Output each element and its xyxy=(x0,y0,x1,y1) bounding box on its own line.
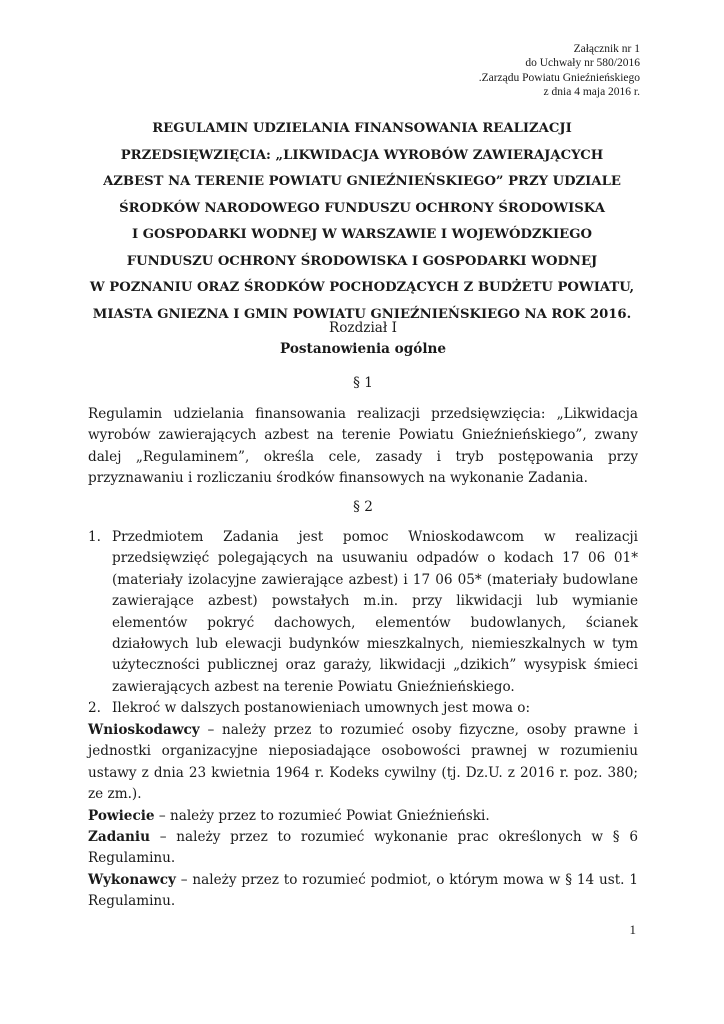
section-2-heading: § 2 xyxy=(353,499,373,515)
header-line: z dnia 4 maja 2016 r. xyxy=(543,85,640,98)
section-1-heading: § 1 xyxy=(353,375,373,391)
list-item xyxy=(88,527,638,698)
document-title xyxy=(80,116,644,328)
chapter-name: Postanowienia ogólne xyxy=(279,341,447,357)
definition-text: – należy przez to rozumieć osoby fizyczne, osoby prawne i jednostki organizacyjne nieposiadające osobowości prawnej w rozumieniu ustawy z dnia 23 kwietnia 1964 r. Kodeks cywilny (tj. Dz.U. z 2016 r. poz. 380; ze zm.). xyxy=(88,722,638,803)
title-line: AZBEST NA TERENIE POWIATU GNIEŹNIEŃSKIEGO” PRZY UDZIALE xyxy=(103,174,621,189)
list-item-text: Przedmiotem Zadania jest pomoc Wnioskodawcom w realizacji przedsięwzięć polegających na usuwaniu odpadów o kodach 17 06 01* (materiały izolacyjne zawierające azbest) i 17 06 05* (materiały budowlane zawierające azbest) powstałych m.in. przy likwidacji lub wymianie elementów pokryć dachowych, elementów budowlanych, ścianek działowych lub elewacji budynków mieszkalnych, niemieszkalnych w tym użyteczności publicznej oraz garaży, likwidacji „dzikich” wysypisk śmieci zawierających azbest na terenie Powiatu Gnieźnieńskiego. xyxy=(112,529,638,695)
title-line: W POZNANIU ORAZ ŚRODKÓW POCHODZĄCYCH Z BUDŻETU POWIATU, xyxy=(89,280,635,295)
definitions xyxy=(88,720,638,913)
title-line: PRZEDSIĘWZIĘCIA: „LIKWIDACJA WYROBÓW ZAWIERAJĄCYCH xyxy=(120,147,604,163)
section-2-list xyxy=(88,527,638,720)
definition-powiecie xyxy=(88,806,638,827)
title-line: ŚRODKÓW NARODOWEGO FUNDUSZU OCHRONY ŚRODOWISKA xyxy=(119,200,605,216)
title-line: REGULAMIN UDZIELANIA FINANSOWANIA REALIZACJI xyxy=(152,121,572,136)
list-item-number: 1. xyxy=(88,529,101,545)
definition-term: Zadaniu xyxy=(88,829,150,846)
definition-text: – należy przez to rozumieć wykonanie prac określonych w § 6 Regulaminu. xyxy=(88,829,638,867)
page-number: 1 xyxy=(629,922,636,937)
attachment-header xyxy=(479,42,640,99)
definition-text: – należy przez to rozumieć Powiat Gnieźnieński. xyxy=(154,807,490,824)
title-line: MIASTA GNIEZNA I GMIN POWIATU GNIEŹNIEŃSKIEGO NA ROK 2016. xyxy=(92,306,632,322)
definition-term: Wnioskodawcy xyxy=(88,722,200,738)
list-item xyxy=(88,698,638,719)
list-item-text: Ilekroć w dalszych postanowieniach umownych jest mowa o: xyxy=(112,700,531,717)
definition-zadaniu xyxy=(88,827,638,870)
title-line: I GOSPODARKI WODNEJ W WARSZAWIE I WOJEWÓDZKIEGO xyxy=(131,227,592,242)
definition-wnioskodawcy xyxy=(88,720,638,806)
definition-term: Wykonawcy xyxy=(88,871,176,888)
definition-wykonawcy xyxy=(88,870,638,913)
header-line: do Uchwały nr 580/2016 xyxy=(525,57,640,70)
list-item-number: 2. xyxy=(88,700,101,717)
header-line: .Zarządu Powiatu Gnieźnieńskiego xyxy=(478,71,640,84)
title-line: FUNDUSZU OCHRONY ŚRODOWISKA I GOSPODARKI WODNEJ xyxy=(126,253,598,269)
chapter-label: Rozdział I xyxy=(329,320,397,336)
definition-text: – należy przez to rozumieć podmiot, o którym mowa w § 14 ust. 1 Regulaminu. xyxy=(88,871,638,910)
header-line: Załącznik nr 1 xyxy=(573,43,640,55)
definition-term: Powiecie xyxy=(88,807,155,824)
section-1-text: Regulamin udzielania finansowania realizacji przedsięwzięcia: „Likwidacja wyrobów zawierających azbest na terenie Powiatu Gnieźnieńskiego”, zwany dalej „Regulaminem”, określa cele, zasady i tryb postępowania przy przyznawaniu i rozliczaniu środków finansowych na wykonanie Zadania. xyxy=(88,406,638,487)
